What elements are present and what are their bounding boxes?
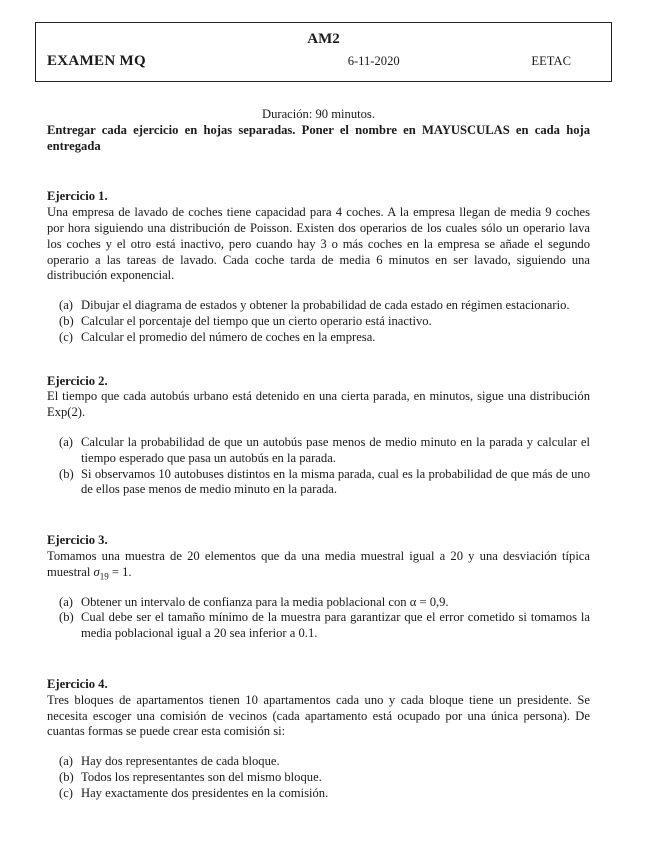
exercise-1 xyxy=(47,189,590,345)
list-item: (c) Calcular el promedio del número de coches en la empresa. xyxy=(59,329,376,344)
list-item: (c) Hay exactamente dos presidentes en la comisión. xyxy=(59,785,329,800)
list-item: (b) Cual debe ser el tamaño mínimo de la muestra para garantizar que el error cometido si tomamos la media poblacional igual a 20 sea inferior a 0.1. xyxy=(59,610,590,641)
exam-header xyxy=(35,22,612,82)
exercise-statement: Tres bloques de apartamentos tienen 10 apartamentos cada uno y cada bloque tiene un presidente. Se necesita escoger una comisión de vecinos (cada apartamento está ocupado por una única persona). De cuantas formas se puede crear esta comisión si: xyxy=(47,692,590,739)
exercise-statement: Una empresa de lavado de coches tiene capacidad para 4 coches. A la empresa llegan de media 9 coches por hora siguiendo una distribución de Poisson. Existen dos operarios de los cuales sólo un operario lava los coches y el otro está inactivo, pero cuando hay 3 o más coches en la empresa se añade el segundo operario a las tareas de lavado. Cada coche tarda de media 6 minutos en ser lavado, siguiendo una distribución exponencial. xyxy=(47,205,590,283)
exercise-title: Ejercicio 2. xyxy=(47,373,108,388)
list-item: (a) Hay dos representantes de cada bloque. xyxy=(59,754,280,769)
list-item: (b) Calcular el porcentaje del tiempo que un cierto operario está inactivo. xyxy=(59,313,432,328)
list-item: (a) Dibujar el diagrama de estados y obtener la probabilidad de cada estado en régimen estacionario. xyxy=(59,298,570,313)
exam-title: EXAMEN MQ xyxy=(47,53,146,69)
list-item: (b) Todos los representantes son del mismo bloque. xyxy=(59,769,322,784)
exercise-statement: El tiempo que cada autobús urbano está detenido en una cierta parada, en minutos, sigue una distribución Exp(2). xyxy=(47,389,590,420)
exercise-title: Ejercicio 1. xyxy=(47,189,108,204)
exam-date: 6-11-2020 xyxy=(347,54,400,68)
school-name: EETAC xyxy=(531,54,571,68)
exercise-title: Ejercicio 3. xyxy=(47,533,108,548)
exercise-title: Ejercicio 4. xyxy=(47,676,108,691)
list-item: (a) Obtener un intervalo de confianza para la media poblacional con α = 0,9. xyxy=(59,594,449,609)
course-name: AM2 xyxy=(307,31,340,47)
instructions: Entregar cada ejercicio en hojas separadas. Poner el nombre en MAYUSCULAS en cada hoja entregada xyxy=(47,122,590,153)
exercise-4 xyxy=(47,677,590,802)
exercise-3 xyxy=(47,533,590,642)
list-item: (a) Calcular la probabilidad de que un autobús pase menos de medio minuto en la parada y calcular el tiempo esperado que pasa un autobús en la parada. xyxy=(59,434,590,465)
list-item: (b) Si observamos 10 autobuses distintos en la misma parada, cual es la probabilidad de que más de uno de ellos pase menos de medio minuto en la parada. xyxy=(59,466,590,497)
exercise-2 xyxy=(47,374,590,499)
exercise-statement: Tomamos una muestra de 20 elementos que da una media muestral igual a 20 y una desviación típica muestral $\sigma_{19} = 1$. xyxy=(47,548,590,582)
exam-body xyxy=(47,107,590,802)
duration: Duración: 90 minutos. xyxy=(262,107,375,121)
